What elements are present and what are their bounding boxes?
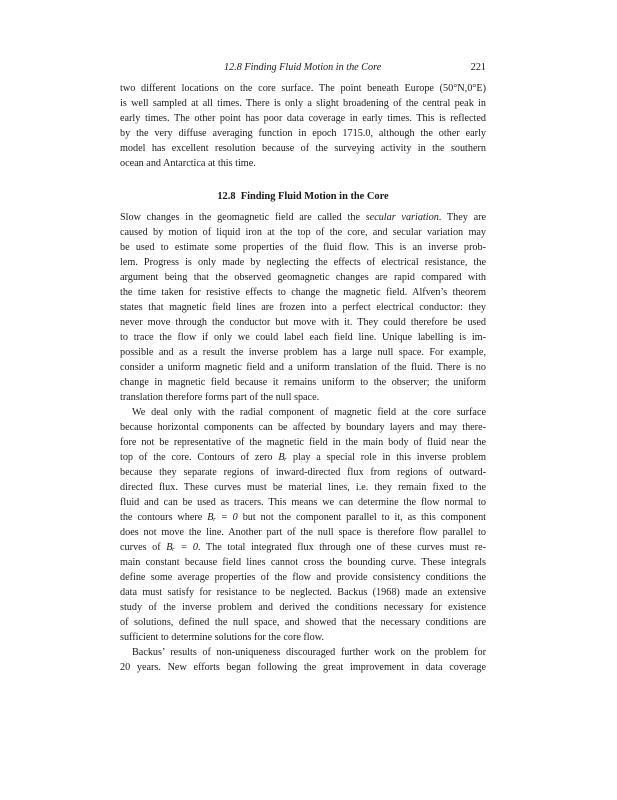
text-line: directed flux. These curves must be material lines, i.e. they remain fixed to the bbox=[120, 482, 486, 493]
text-line: the time taken for resistive effects to change the magnetic field. Alfven’s theorem bbox=[120, 287, 486, 298]
text-line: main constant because field lines cannot cross the bounding curve. These integrals bbox=[120, 557, 486, 568]
text-line: to trace the flow if only we could label each field line. Unique labelling is im- bbox=[120, 332, 486, 343]
text-line: by the very diffuse averaging function in epoch 1715.0, although the other early bbox=[120, 128, 486, 139]
text-line: lem. Progress is only made by neglecting the effects of electrical resistance, the bbox=[120, 257, 486, 268]
text-line: caused by motion of liquid iron at the top of the core, and secular variation may bbox=[120, 227, 486, 238]
section-heading bbox=[120, 190, 486, 204]
text-line: We deal only with the radial component of magnetic field at the core surface bbox=[132, 407, 486, 418]
math-br-zero: Bᵣ = 0 bbox=[207, 512, 238, 523]
text-line: ocean and Antarctica at this time. bbox=[120, 158, 256, 169]
text-line: curves of Bᵣ = 0. The total integrated flux through one of these curves must re- bbox=[120, 542, 486, 553]
text-line: because they separate regions of inward-directed flux from regions of outward- bbox=[120, 467, 486, 478]
text-line: be used to estimate some properties of the fluid flow. This is an inverse prob- bbox=[120, 242, 486, 253]
text-line: Backus’ results of non-uniqueness discouraged further work on the problem for bbox=[132, 647, 486, 658]
text-line: of solutions, defined the null space, and showed that the necessary conditions are bbox=[120, 617, 486, 628]
text-line: define some average properties of the flow and provide consistency conditions the bbox=[120, 572, 486, 583]
running-title: 12.8 Finding Fluid Motion in the Core bbox=[224, 62, 382, 73]
text-line: data must satisfy for resistance to be neglected. Backus (1968) made an extensive bbox=[120, 587, 486, 598]
math-br: Bᵣ bbox=[278, 452, 288, 463]
text-line: because horizontal components can be affected by boundary layers and may there- bbox=[120, 422, 486, 433]
text-line: the contours where Bᵣ = 0 but not the component parallel to it, as this component bbox=[120, 512, 486, 523]
text-line: 20 years. New efforts began following the great improvement in data coverage bbox=[120, 662, 486, 673]
text-line: change in magnetic field because it remains uniform to the observer; the uniform bbox=[120, 377, 486, 388]
text-line: Slow changes in the geomagnetic field are called the secular variation. They are bbox=[120, 212, 487, 223]
text-line: consider a uniform magnetic field and a uniform translation of the fluid. There is no bbox=[120, 362, 486, 373]
text-line: argument being that the observed geomagnetic changes are rapid compared with bbox=[120, 272, 486, 283]
section-number: 12.8 bbox=[217, 191, 236, 202]
text-line: fluid and can be used as tracers. This means we can determine the flow normal to bbox=[120, 497, 486, 508]
running-header bbox=[120, 62, 486, 76]
text-line: is well sampled at all times. There is only a slight broadening of the central peak in bbox=[120, 98, 486, 109]
text-line: sufficient to determine solutions for the core flow. bbox=[120, 632, 324, 643]
page-number: 221 bbox=[470, 62, 486, 73]
text-line: model has excellent resolution because of the surveying activity in the southern bbox=[120, 143, 486, 154]
text-line: never move through the conductor but move with it. They could therefore be used bbox=[120, 317, 486, 328]
text-line: possible and as a result the inverse problem has a large null space. For example, bbox=[120, 347, 486, 358]
emphasis-term: secular variation bbox=[365, 212, 439, 223]
text-line: does not move the line. Another part of the null space is therefore flow parallel to bbox=[120, 527, 486, 538]
text-line: fore not be representative of the magnetic field in the main body of fluid near the bbox=[120, 437, 486, 448]
text-line: top of the core. Contours of zero Bᵣ play a special role in this inverse problem bbox=[120, 452, 486, 463]
text-line: study of the inverse problem and derived the conditions necessary for existence bbox=[120, 602, 486, 613]
section-title: Finding Fluid Motion in the Core bbox=[240, 191, 389, 202]
text-line: states that magnetic field lines are frozen into a perfect electrical conductor: they bbox=[120, 302, 486, 313]
text-line: translation therefore forms part of the null space. bbox=[120, 392, 320, 403]
text-line: two different locations on the core surface. The point beneath Europe (50°N,0°E) bbox=[120, 83, 486, 94]
math-br-zero: Bᵣ = 0 bbox=[166, 542, 198, 553]
text-line: early times. The other point has poor data coverage in early times. This is reflected bbox=[120, 113, 486, 124]
